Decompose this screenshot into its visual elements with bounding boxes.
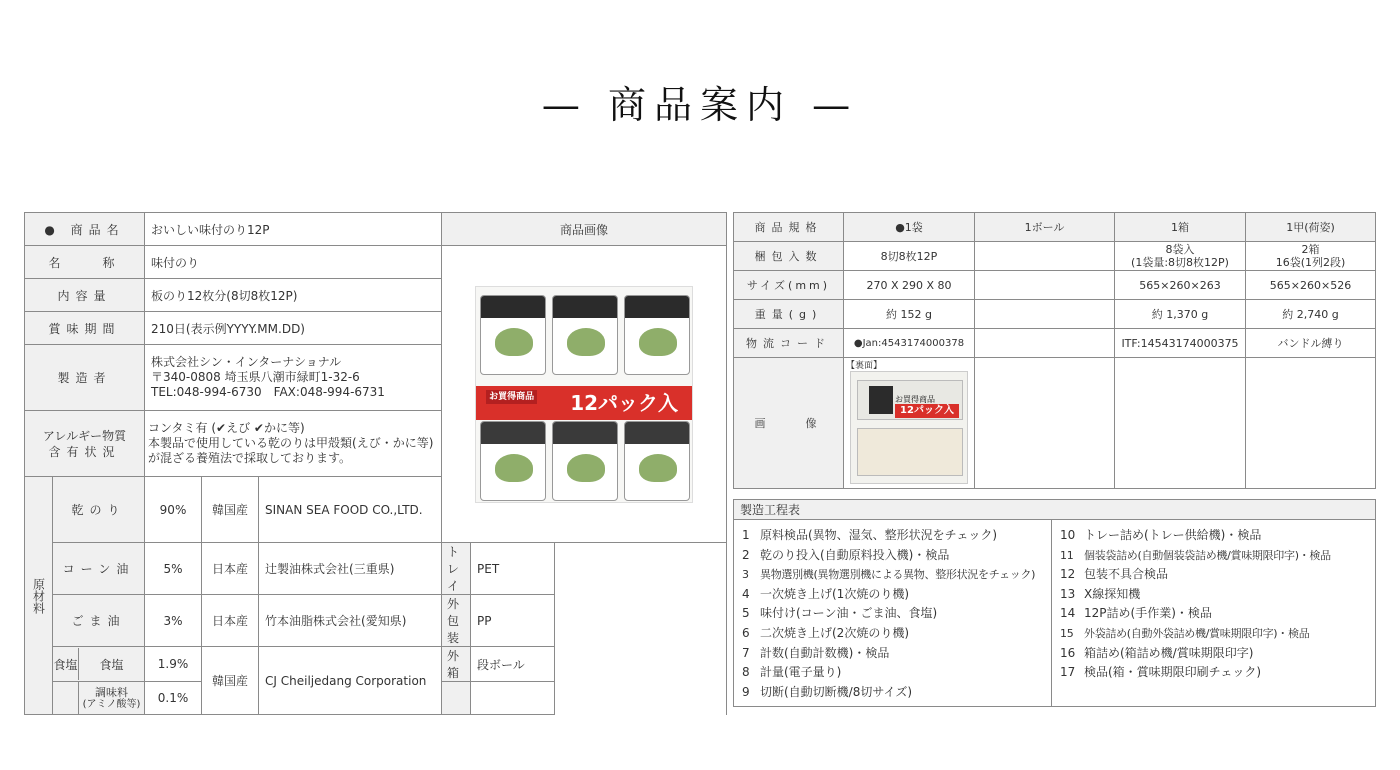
spec-cell: 約 1,370 g (1115, 300, 1246, 329)
spec-image-cell (844, 358, 975, 489)
spec-cell: ITF:14543174000375 (1115, 329, 1246, 358)
back-photo (850, 371, 968, 484)
seasoning-name: 調味料 (95, 685, 128, 699)
spec-table (733, 212, 1376, 489)
process-step: 2 乾のり投入(自動原料投入機)・検品 (742, 547, 950, 562)
material-label: 外包装 (442, 595, 471, 647)
spec-cell: 約 152 g (844, 300, 975, 329)
process-step: 8 計量(電子量り) (742, 665, 842, 680)
ingredient-pct: 5% (145, 543, 202, 595)
spec-label: 重量(g) (734, 300, 844, 329)
material-label: トレイ (442, 543, 471, 595)
ingredient-name: ごま油 (53, 595, 145, 647)
maker-label: 製造者 (25, 345, 145, 411)
spec-header: 1甲(荷姿) (1246, 213, 1376, 242)
spec-cell: 2箱 16袋(1列2段) (1246, 242, 1376, 271)
material-value: PP (471, 595, 555, 647)
spec-header: ●1袋 (844, 213, 975, 242)
product-photo-cell (442, 246, 727, 543)
material-label: 外箱 (442, 647, 471, 682)
spec-cell: 270 X 290 X 80 (844, 271, 975, 300)
process-step: 4 一次焼き上げ(1次焼のり機) (742, 586, 909, 601)
ingredient-name: コーン油 (53, 543, 145, 595)
material-value: 段ボール (471, 647, 555, 682)
process-title: 製造工程表 (734, 500, 1376, 520)
spec-cell: 8切8枚12P (844, 242, 975, 271)
ingredient-origin: 日本産 (202, 543, 259, 595)
photo-band: お買得商品 12パック入 (476, 386, 692, 420)
thumb-band: 12パック入 (895, 404, 959, 418)
salt-group-label: 食塩 (53, 648, 79, 680)
process-step: 6 二次焼き上げ(2次焼のり機) (742, 625, 909, 640)
maker-value: 株式会社シン・インターナショナル 〒340-0808 埼玉県八潮市緑町1-32-6 TEL:048-994-6730 FAX:048-994-6731 (145, 345, 442, 411)
allergy-label: アレルギー物質 含有状況 (25, 411, 145, 477)
seasoning-sub: (アミノ酸等) (82, 698, 141, 710)
product-name-value: おいしい味付のり12P (145, 213, 442, 246)
spec-header: 1ボール (975, 213, 1115, 242)
process-right (1052, 520, 1376, 707)
ingredient-origin: 日本産 (202, 595, 259, 647)
thumb-label: お買得商品 (895, 395, 935, 404)
process-step: 9 切断(自動切断機/8切サイズ) (742, 684, 913, 699)
product-info-table (24, 212, 727, 715)
ingredient-origin: 韓国産 (202, 477, 259, 543)
spec-cell: バンドル縛り (1246, 329, 1376, 358)
process-step: 17 検品(箱・賞味期限印刷チェック) (1060, 665, 1262, 680)
ingredient-pct: 3% (145, 595, 202, 647)
salt-maker: CJ Cheiljedang Corporation (259, 647, 442, 715)
spec-label: 梱包入数 (734, 242, 844, 271)
process-step: 3 異物選別機(異物選別機による異物、整形状況をチェック) (742, 568, 1036, 582)
page-title: — 商品案内 — (541, 83, 859, 127)
field-value: 味付のり (145, 246, 442, 279)
spec-cell: 565×260×526 (1246, 271, 1376, 300)
process-step: 12 包装不具合検品 (1060, 567, 1169, 582)
seasoning-pct: 0.1% (145, 682, 202, 715)
spec-cell (975, 271, 1115, 300)
product-photo (475, 286, 693, 503)
product-image-header: 商品画像 (442, 213, 727, 246)
salt-pct: 1.9% (145, 647, 202, 682)
spec-label: サイズ(mm) (734, 271, 844, 300)
spec-cell (975, 300, 1115, 329)
salt-origin: 韓国産 (202, 647, 259, 715)
ingredient-maker: SINAN SEA FOOD CO.,LTD. (259, 477, 442, 543)
product-name-label: ● 商品名 (25, 213, 145, 246)
image-caption: 【裏面】 (846, 361, 883, 371)
ingredient-maker: 辻製油株式会社(三重県) (259, 543, 442, 595)
allergy-value: コンタミ有 (✔えび ✔かに等) 本製品で使用している乾のりは甲殻類(えび・かに等) が混ざる養殖法で採取しております。 (145, 411, 442, 477)
spec-image-label: 画 像 (734, 358, 844, 489)
photo-badge: お買得商品 (486, 390, 537, 404)
spec-cell: 8袋入 (1袋量:8切8枚12P) (1115, 242, 1246, 271)
ingredient-maker: 竹本油脂株式会社(愛知県) (259, 595, 442, 647)
process-step: 10 トレー詰め(トレー供給機)・検品 (1060, 528, 1262, 542)
process-step: 15 外袋詰め(自動外袋詰め機/賞味期限印字)・検品 (1060, 626, 1310, 640)
spec-cell: 565×260×263 (1115, 271, 1246, 300)
salt-name: 食塩 (99, 657, 124, 672)
field-label: 名 称 (25, 246, 145, 279)
process-step: 13 X線探知機 (1060, 586, 1141, 601)
process-step: 7 計数(自動計数機)・検品 (742, 645, 890, 660)
process-step: 16 箱詰め(箱詰め機/賞味期限印字) (1060, 645, 1254, 660)
process-step: 11 個装袋詰め(自動個装袋詰め機/賞味期限印字)・検品 (1060, 548, 1331, 562)
process-step: 14 12P詰め(手作業)・検品 (1060, 606, 1212, 621)
spec-cell: ●Jan:4543174000378 (844, 329, 975, 358)
material-value: PET (471, 543, 555, 595)
ingredients-group-label: 原材料 (25, 477, 53, 715)
ingredient-pct: 90% (145, 477, 202, 543)
process-table (733, 499, 1376, 707)
field-label: 内容量 (25, 279, 145, 312)
spec-cell (975, 242, 1115, 271)
spec-cell: 約 2,740 g (1246, 300, 1376, 329)
spec-header: 商品規格 (734, 213, 844, 242)
field-label: 賞味期間 (25, 312, 145, 345)
field-value: 板のり12枚分(8切8枚12P) (145, 279, 442, 312)
field-value: 210日(表示例YYYY.MM.DD) (145, 312, 442, 345)
process-step: 1 原料検品(異物、湿気、整形状況をチェック) (742, 528, 998, 542)
spec-label: 物流コード (734, 329, 844, 358)
spec-header: 1箱 (1115, 213, 1246, 242)
spec-cell (975, 329, 1115, 358)
seasoning-row (53, 682, 145, 715)
process-step: 5 味付け(コーン油・ごま油、食塩) (742, 606, 938, 621)
ingredient-name: 乾のり (53, 477, 145, 543)
process-left (734, 520, 1052, 707)
salt-row (53, 647, 145, 682)
